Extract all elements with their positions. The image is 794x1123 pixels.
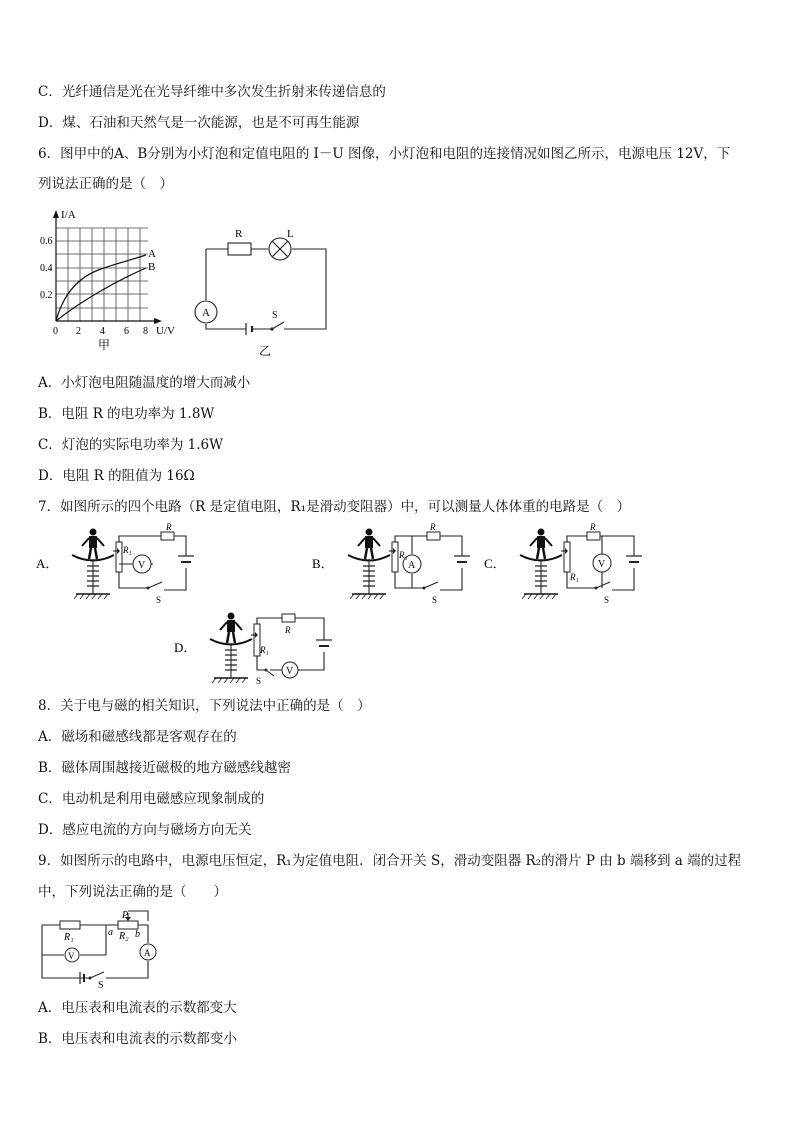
q6-resistor-label: R (235, 228, 243, 240)
q7a-r-label: R (166, 522, 172, 532)
q6-circuit-diagram (196, 224, 336, 364)
q8-option-a: A．磁场和磁感线都是客观存在的 (38, 729, 237, 745)
q7-label-a: A． (36, 556, 59, 571)
q6-option-a: A．小灯泡电阻随温度的增大而减小 (38, 375, 251, 391)
q8-option-d: D．感应电流的方向与磁场方向无关 (38, 822, 252, 838)
q7-circuit-c (484, 522, 644, 606)
q7d-voltmeter-label: V (286, 666, 294, 677)
q7b-r1-label: R₁ (399, 550, 408, 560)
q7a-r1-label: R₁ (123, 545, 132, 555)
q6-switch-label: S (272, 310, 278, 321)
q7-circuit-a (36, 522, 196, 606)
q9-slider-p-label: P (122, 910, 129, 921)
q7-stem: 7．如图所示的四个电路（R 是定值电阻，R₁是滑动变阻器）中，可以测量人体体重的电路是（ ） (38, 499, 631, 515)
q7d-r-label: R (285, 625, 291, 635)
q9-stem-line1: 9．如图所示的电路中，电源电压恒定，R₁为定值电阻．闭合开关 S，滑动变阻器 R₂的滑片 P 由 b 端移到 a 端的过程 (38, 853, 742, 869)
q7a-voltmeter-label: V (138, 560, 146, 571)
q8-option-b: B．磁体周围越接近磁极的地方磁感线越密 (38, 760, 291, 776)
q6-xtick-6: 6 (124, 326, 129, 337)
q9-option-b: B．电压表和电流表的示数都变小 (38, 1031, 237, 1047)
q6-stem-line2: 列说法正确的是（ ） (38, 176, 173, 192)
q6-option-c: C．灯泡的实际电功率为 1.6W (38, 437, 223, 453)
q7-circuit-d (174, 610, 344, 692)
q6-xtick-0: 0 (53, 326, 58, 337)
q5-option-c: C．光纤通信是光在光导纤维中多次发生折射来传递信息的 (38, 84, 386, 100)
q6-stem-line1: 6．图甲中的A、B分别为小灯泡和定值电阻的 I－U 图像，小灯泡和电阻的连接情况如图乙所示，电源电压 12V，下 (38, 146, 731, 162)
q7c-voltmeter-label: V (598, 559, 606, 570)
q9-circuit-diagram (38, 908, 168, 991)
q7b-ammeter-label: A (408, 560, 416, 571)
q6-ytick-0.2: 0.2 (40, 290, 53, 301)
q6-graph-caption: 甲 (98, 338, 111, 352)
q9-b-end-label: b (135, 929, 140, 940)
q6-circuit-caption: 乙 (259, 344, 272, 358)
q6-graph-xlabel: U/V (156, 325, 175, 337)
q8-option-c: C．电动机是利用电磁感应现象制成的 (38, 791, 265, 807)
q6-option-d: D．电阻 R 的阻值为 16Ω (38, 468, 195, 484)
q7c-r-label: R (590, 522, 596, 532)
q6-xtick-8: 8 (143, 326, 148, 337)
q6-curve-a-label: A (148, 248, 156, 260)
q7b-switch-label: S (432, 595, 438, 605)
q6-option-b: B．电阻 R 的电功率为 1.8W (38, 406, 215, 422)
q7-label-b: B． (312, 556, 334, 571)
q9-a-end-label: a (108, 927, 113, 938)
q6-xtick-2: 2 (76, 326, 81, 337)
q6-ytick-0.6: 0.6 (40, 236, 53, 247)
q6-ammeter-label: A (202, 307, 210, 319)
q8-stem: 8．关于电与磁的相关知识，下列说法中正确的是（ ） (38, 698, 371, 714)
q6-curve-b-label: B (148, 261, 156, 273)
q7b-r-label: R (430, 522, 436, 532)
q7a-switch-label: S (156, 595, 162, 605)
q5-option-d: D．煤、石油和天然气是一次能源，也是不可再生能源 (38, 115, 360, 131)
q9-voltmeter-label: V (68, 951, 75, 961)
q7d-switch-label: S (256, 676, 262, 686)
q9-r1-label: R₁ (64, 932, 74, 943)
q6-lamp-label: L (287, 228, 294, 240)
q7-circuit-b (312, 522, 472, 606)
q6-xtick-4: 4 (100, 326, 105, 337)
q6-ytick-0.4: 0.4 (40, 263, 53, 274)
q9-ammeter-label: A (144, 948, 151, 958)
q7d-r1-label: R₁ (260, 645, 269, 655)
q6-graph-ylabel: I/A (61, 209, 76, 221)
q9-option-a: A．电压表和电流表的示数都变大 (38, 1000, 237, 1016)
q9-r2-label: R₂ (119, 931, 129, 942)
q9-stem-line2: 中，下列说法正确的是（ ） (38, 884, 227, 900)
q7c-switch-label: S (604, 595, 610, 605)
q7-label-c: C． (484, 556, 506, 571)
q6-iu-graph (36, 206, 186, 356)
q7c-r1-label: R₁ (570, 572, 579, 582)
q7-label-d: D． (174, 640, 197, 655)
q9-switch-label: S (98, 980, 104, 991)
